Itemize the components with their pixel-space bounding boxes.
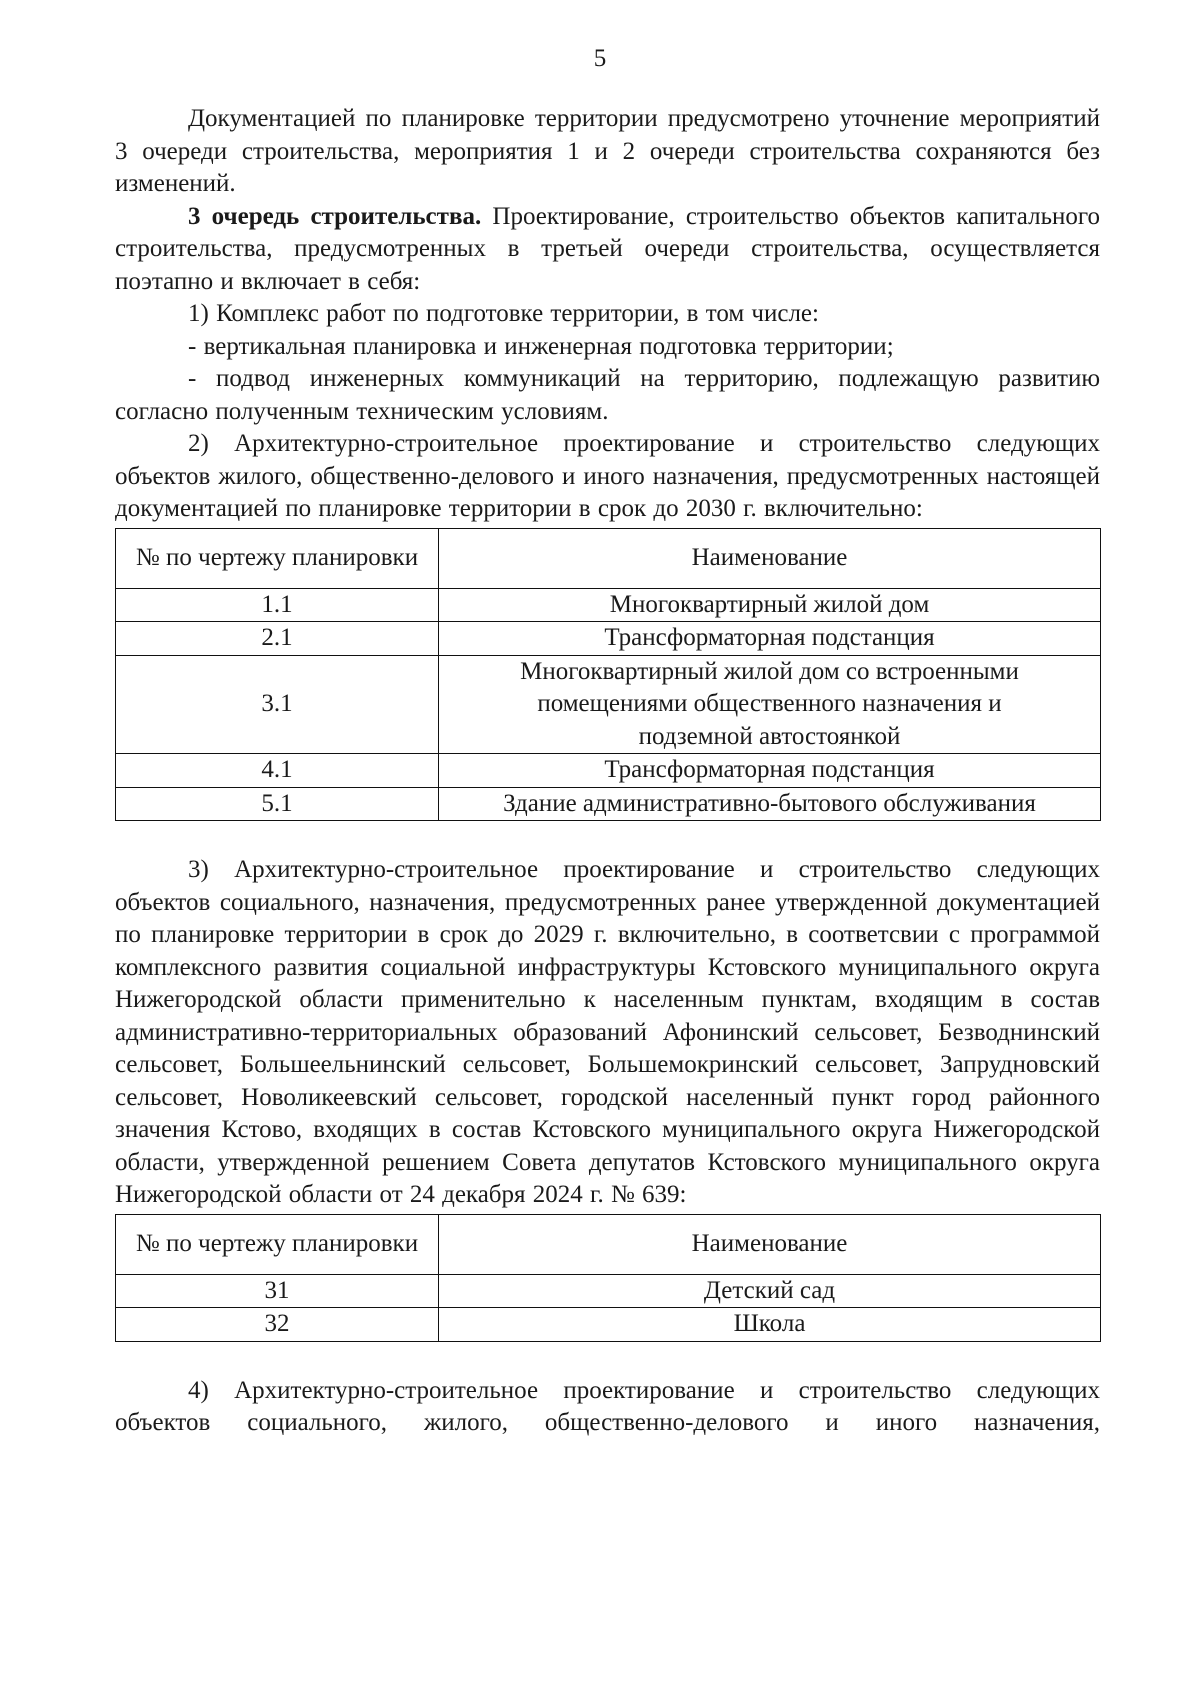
row-name: Детский сад (439, 1274, 1101, 1308)
item-1-paragraph: 1) Комплекс работ по подготовке территории, в том числе: (188, 300, 819, 327)
stage-3-paragraph (115, 201, 1100, 299)
row-name: Трансформаторная подстанция (439, 622, 1101, 656)
page-number: 5 (593, 45, 607, 72)
table-header-row (116, 528, 1101, 588)
row-name: Многоквартирный жилой дом со встроенными помещениями общественного назначения и подземной автостоянкой (439, 655, 1101, 754)
header-name: Наименование (439, 1214, 1101, 1274)
row-name: Здание административно-бытового обслуживания (439, 787, 1101, 821)
row-name: Многоквартирный жилой дом (439, 588, 1101, 622)
item-1-bullet-2: - подвод инженерных коммуникаций на территорию, подлежащую развитию согласно полученным техническим условиям. (115, 365, 1100, 425)
table-row (116, 754, 1101, 788)
item-4-paragraph: 4) Архитектурно-строительное проектирование и строительство следующих объектов социального, жилого, общественно-делового и иного назначения, (115, 1376, 1100, 1436)
row-number: 4.1 (116, 754, 439, 788)
table-row (116, 655, 1101, 754)
residential-objects-table (115, 528, 1101, 822)
intro-paragraph: Документацией по планировке территории предусмотрено уточнение мероприятий 3 очереди строительства, мероприятия 1 и 2 очереди строительства сохраняются без изменений. (115, 105, 1100, 197)
item-3-paragraph: 3) Архитектурно-строительное проектирование и строительство следующих объектов социального, назначения, предусмотренных ранее утвержденной документацией по планировке территории в срок до 2029 г. включительно, в соответсвии с программой комплексного развития социальной инфраструктуры Кстовского муниципального округа Нижегородской области применительно к населенным пунктам, входящим в состав административно-территориальных образований Афонинский сельсовет, Безводнинский сельсовет, Большеельнинский сельсовет, Большемокринский сельсовет, Запрудновский сельсовет, Новоликеевский сельсовет, городской населенный пункт город районного значения Кстово, входящих в состав Кстовского муниципального округа Нижегородской области, утвержденной решением Совета депутатов Кстовского муниципального округа Нижегородской области от 24 декабря 2024 г. № 639: (115, 856, 1100, 1208)
row-number: 5.1 (116, 787, 439, 821)
table-header-row (116, 1214, 1101, 1274)
stage-3-text: Проектирование, строительство объектов капитального строительства, предусмотренных в третьей очереди строительства, осуществляется поэтапно и включает в себя: (115, 202, 1101, 295)
row-name: Трансформаторная подстанция (439, 754, 1101, 788)
table-row (116, 622, 1101, 656)
table-row (116, 1308, 1101, 1342)
document-body (115, 103, 1100, 1440)
header-number: № по чертежу планировки (116, 528, 439, 588)
row-number: 31 (116, 1274, 439, 1308)
table-row (116, 787, 1101, 821)
row-number: 1.1 (116, 588, 439, 622)
row-name: Школа (439, 1308, 1101, 1342)
row-number: 3.1 (116, 655, 439, 754)
item-2-paragraph: 2) Архитектурно-строительное проектирование и строительство следующих объектов жилого, общественно-делового и иного назначения, предусмотренных настоящей документацией по планировке территории в срок до 2030 г. включительно: (115, 430, 1100, 522)
row-number: 2.1 (116, 622, 439, 656)
item-1-bullet-1: - вертикальная планировка и инженерная подготовка территории; (188, 332, 894, 360)
stage-3-heading: 3 очередь строительства. (188, 202, 482, 230)
table-row (116, 1274, 1101, 1308)
row-number: 32 (116, 1308, 439, 1342)
header-number: № по чертежу планировки (116, 1214, 439, 1274)
table-row (116, 588, 1101, 622)
social-objects-table (115, 1214, 1101, 1342)
header-name: Наименование (439, 528, 1101, 588)
